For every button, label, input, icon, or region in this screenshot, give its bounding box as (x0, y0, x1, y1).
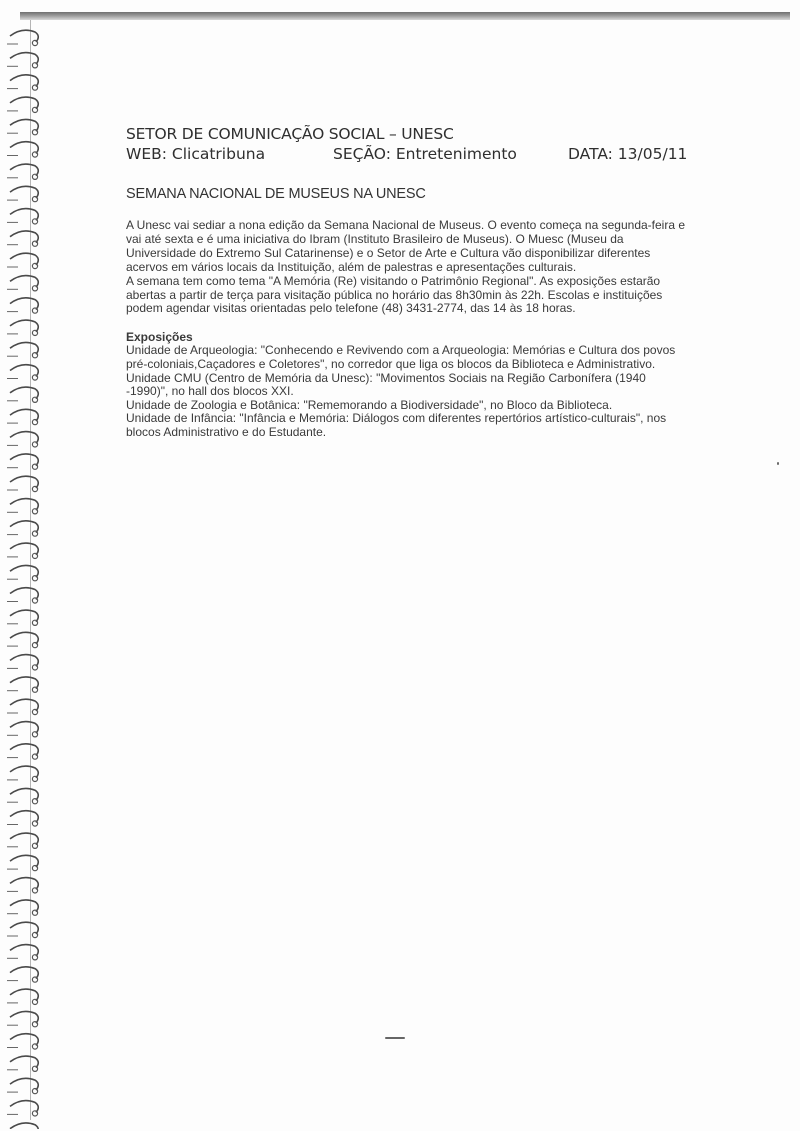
document-content (126, 124, 686, 440)
spiral-ring (7, 722, 38, 737)
spiral-ring (7, 164, 38, 179)
spiral-ring (7, 342, 38, 357)
spiral-ring (7, 900, 38, 915)
spiral-ring (7, 365, 38, 380)
scan-speck (385, 1037, 405, 1039)
spiral-ring (7, 1056, 38, 1071)
body-paragraph-2: A semana tem como tema "A Memória (Re) visitando o Patrimônio Regional". As exposições estarão abertas a partir de terça para visitação pública no horário das 8h30min às 22h. Escolas e instituições podem agendar visitas orientadas pelo telefone (48) 3431-2774, das 14 às 18 horas. (126, 273, 663, 316)
spiral-ring (7, 878, 38, 893)
spiral-ring (7, 142, 38, 157)
spiral-ring (7, 1011, 38, 1026)
spiral-ring (7, 565, 38, 580)
page-top-shadow (20, 12, 790, 20)
spiral-ring (7, 655, 38, 670)
spiral-ring (7, 30, 38, 45)
sector-header: SETOR DE COMUNICAÇÃO SOCIAL – UNESC (126, 125, 454, 143)
spiral-ring (7, 945, 38, 960)
spiral-ring (7, 543, 38, 558)
spiral-ring (7, 588, 38, 603)
spiral-ring (7, 788, 38, 803)
spiral-ring (7, 833, 38, 848)
exposicao-item: Unidade de Arqueologia: "Conhecendo e Revivendo com a Arqueologia: Memórias e Cultura dos povos pré-coloniais,Caçadores e Coletores", no corredor que liga os blocos da Biblioteca e Administrativo. (126, 343, 676, 371)
spiral-ring (7, 811, 38, 826)
exposicao-item: Unidade de Infância: "Infância e Memória: Diálogos com diferentes repertórios artístico-culturais", nos blocos Administrativo e do Estudante. (126, 411, 667, 439)
spiral-ring (7, 253, 38, 268)
spiral-ring (7, 186, 38, 201)
spiral-ring (7, 276, 38, 291)
spiral-ring (7, 1034, 38, 1049)
spiral-ring (7, 1123, 38, 1129)
spiral-ring (7, 499, 38, 514)
exposicao-item: Unidade CMU (Centro de Memória da Unesc): "Movimentos Sociais na Região Carbonífera (1940 -1990)", no hall dos blocos XXI. (126, 370, 646, 399)
exposicao-item: Unidade de Zoologia e Botânica: "Rememorando a Biodiversidade", no Bloco da Biblioteca. (126, 397, 613, 412)
spiral-ring (7, 53, 38, 68)
spiral-ring (7, 298, 38, 313)
spiral-ring (7, 75, 38, 90)
spiral-ring (7, 766, 38, 781)
web-source: WEB: Clicatribuna (126, 145, 266, 163)
spiral-ring (7, 409, 38, 424)
date-label: DATA: 13/05/11 (568, 145, 688, 163)
spiral-ring (7, 432, 38, 447)
spiral-ring (7, 119, 38, 134)
spiral-ring (7, 632, 38, 647)
spiral-binding (4, 24, 44, 1129)
spiral-ring (7, 476, 38, 491)
spiral-ring (7, 744, 38, 759)
body-paragraph-1: A Unesc vai sediar a nona edição da Semana Nacional de Museus. O evento começa na segunda-feira e vai até sexta e é uma iniciativa do Ibram (Instituto Brasileiro de Museus). O Muesc (Museu da Universidade do Extremo Sul Catarinense) e o Setor de Arte e Cultura vão disponibilizar diferentes acervos em vários locais da Instituição, além de palestras e apresentações culturais. (126, 218, 686, 274)
spiral-ring (7, 209, 38, 224)
header-meta-row (126, 144, 686, 164)
spiral-ring (7, 989, 38, 1004)
article-title: SEMANA NACIONAL DE MUSEUS NA UNESC (126, 186, 426, 202)
spiral-ring (7, 521, 38, 536)
spiral-ring (7, 610, 38, 625)
spiral-ring (7, 1078, 38, 1093)
exposicoes-heading: Exposições (126, 330, 193, 345)
article-body (126, 219, 686, 316)
spiral-ring (7, 454, 38, 469)
spiral-ring (7, 231, 38, 246)
section-label: SEÇÃO: Entretenimento (333, 145, 517, 163)
spiral-ring (7, 1101, 38, 1116)
spiral-ring (7, 97, 38, 112)
spiral-ring (7, 387, 38, 402)
scan-speck (777, 462, 779, 465)
spiral-ring (7, 677, 38, 692)
spiral-ring (7, 967, 38, 982)
spiral-ring (7, 922, 38, 937)
spiral-ring (7, 320, 38, 335)
spiral-ring (7, 699, 38, 714)
spiral-ring (7, 855, 38, 870)
exposicoes-list (126, 344, 686, 439)
